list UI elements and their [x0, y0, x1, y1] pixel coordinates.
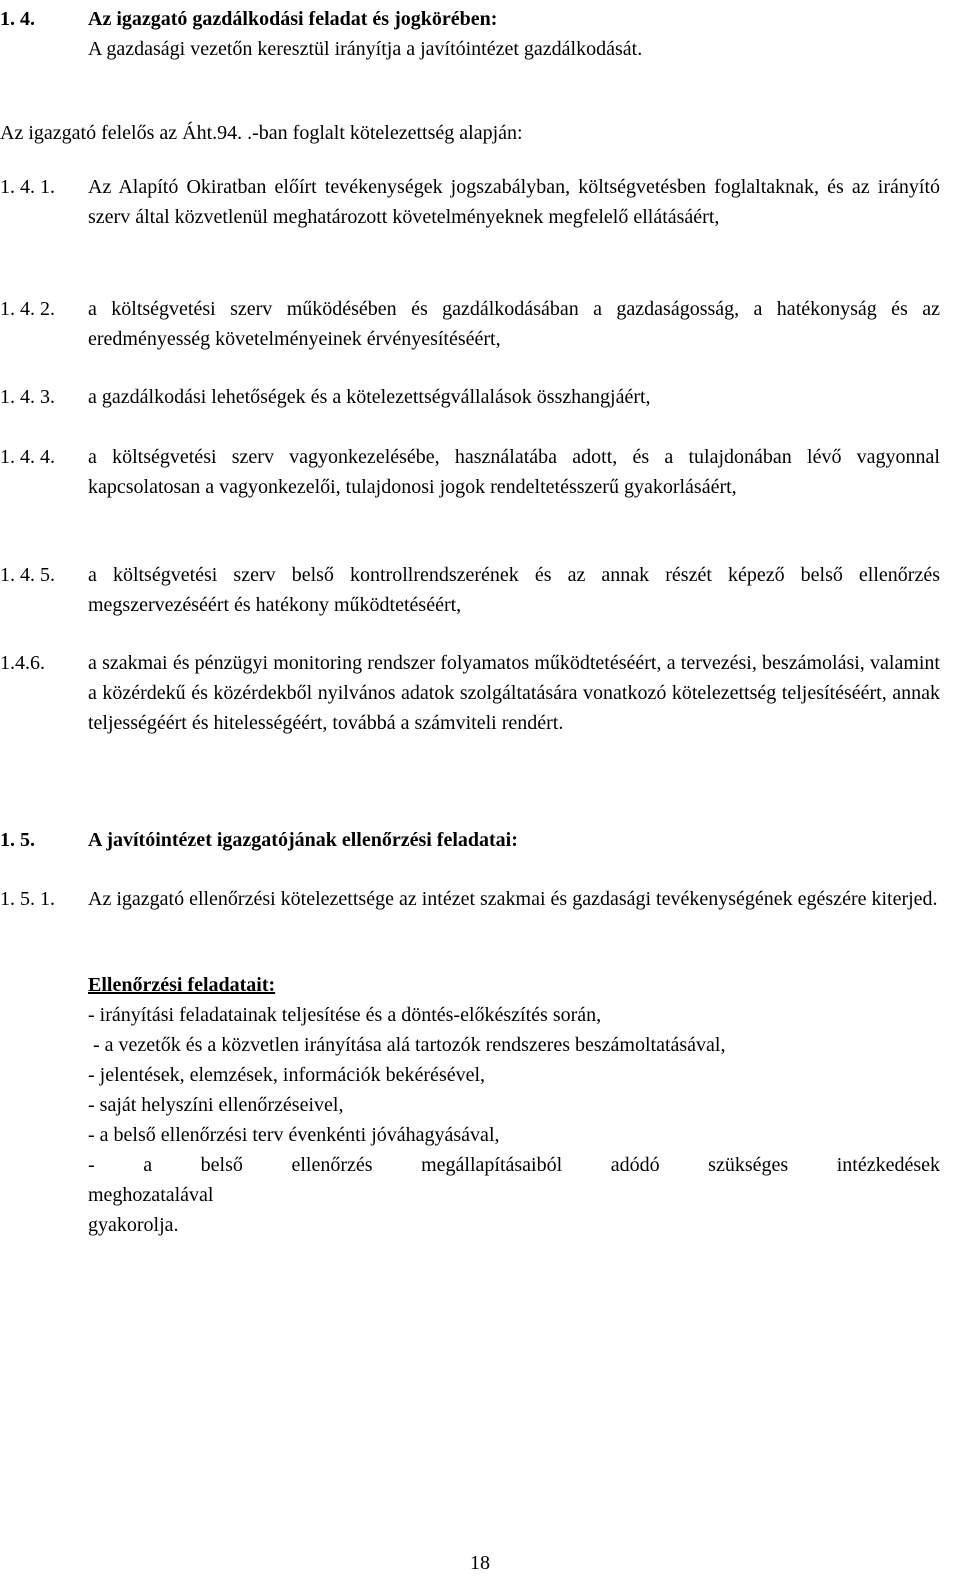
closing-word: gyakorolja.: [88, 1214, 179, 1236]
list-item: - jelentések, elemzések, információk bekérésével,: [88, 1064, 486, 1086]
list-item: - a vezetők és a közvetlen irányítása alá tartozók rendszeres beszámoltatásával,: [88, 1034, 726, 1056]
list-item: - irányítási feladatainak teljesítése és a döntés-előkészítés során,: [88, 1004, 602, 1026]
page-number: 18: [470, 1552, 490, 1574]
control-tasks-heading: Ellenőrzési feladatait:: [88, 974, 276, 996]
list-item-1-4-6: [0, 648, 940, 738]
list-item: - a belső ellenőrzési terv évenkénti jóváhagyásával,: [88, 1124, 500, 1146]
section-1-4-heading: Az igazgató gazdálkodási feladat és jogkörében:: [88, 8, 498, 30]
responsibility-line: Az igazgató felelős az Áht.94. .-ban foglalt kötelezettség alapján:: [0, 122, 523, 144]
list-item-1-5-1: [0, 884, 940, 914]
section-number: [0, 4, 35, 34]
item-text: a költségvetési szerv működésében és gazdálkodásában a gazdaságosság, a hatékonyság és az eredményesség követelményeinek érvényesítéséért,: [88, 298, 940, 350]
item-number: 1. 4. 1.: [0, 176, 55, 198]
item-text: Az Alapító Okiratban előírt tevékenységek jogszabályban, költségvetésben foglaltaknak, és az irányító szerv által közvetlenül meghatározott követelményeknek megfelelő ellátásáért,: [88, 176, 940, 228]
list-item-1-4-2: [0, 294, 940, 354]
item-number: 1. 4. 4.: [0, 446, 55, 468]
list-item-continuation: meghozatalával: [88, 1184, 214, 1206]
item-number: 1. 5. 1.: [0, 888, 55, 910]
item-number: 1. 4. 5.: [0, 564, 55, 586]
item-text: a gazdálkodási lehetőségek és a kötelezettségvállalások összhangjáért,: [88, 386, 651, 408]
item-text: Az igazgató ellenőrzési kötelezettsége az intézet szakmai és gazdasági tevékenységének egészére kiterjed.: [88, 888, 938, 910]
item-text: a szakmai és pénzügyi monitoring rendszer folyamatos működtetéséért, a tervezési, beszámolási, valamint a közérdekű és közérdekből nyilvános adatok szolgáltatására vonatkozó kötelezettség teljesítéséért, annak teljességéért és hitelességéért, továbbá a számviteli rendért.: [88, 652, 940, 734]
section-1-5-number: 1. 5.: [0, 829, 35, 851]
item-text: a költségvetési szerv vagyonkezelésébe, használatába adott, és a tulajdonában lévő vagyonnal kapcsolatosan a vagyonkezelői, tulajdonosi jogok rendeltetésszerű gyakorlásáért,: [88, 446, 940, 498]
list-item-1-4-5: [0, 560, 940, 620]
list-item-1-4-4: [0, 442, 940, 502]
item-number: 1. 4. 2.: [0, 298, 55, 320]
item-text: a költségvetési szerv belső kontrollrendszerének és az annak részét képező belső ellenőrzés megszervezéséért és hatékony működtetéséért,: [88, 564, 940, 616]
section-heading: [88, 825, 518, 855]
item-number: 1.4.6.: [0, 652, 45, 674]
list-item: - a belső ellenőrzés megállapításaiból adódó szükséges intézkedések: [88, 1154, 940, 1176]
control-tasks: [88, 970, 940, 1240]
section-1-4-intro: A gazdasági vezetőn keresztül irányítja a javítóintézet gazdálkodását.: [88, 38, 643, 60]
list-item-1-4-3: [0, 382, 940, 412]
list-item-1-4-1: [0, 172, 940, 232]
section-1-4-number: 1. 4.: [0, 8, 35, 30]
item-number: 1. 4. 3.: [0, 386, 55, 408]
section-number: [0, 825, 35, 855]
list-item: - saját helyszíni ellenőrzéseivel,: [88, 1094, 344, 1116]
section-1-5-heading: A javítóintézet igazgatójának ellenőrzési feladatai:: [88, 829, 518, 851]
section-heading: [88, 4, 642, 64]
